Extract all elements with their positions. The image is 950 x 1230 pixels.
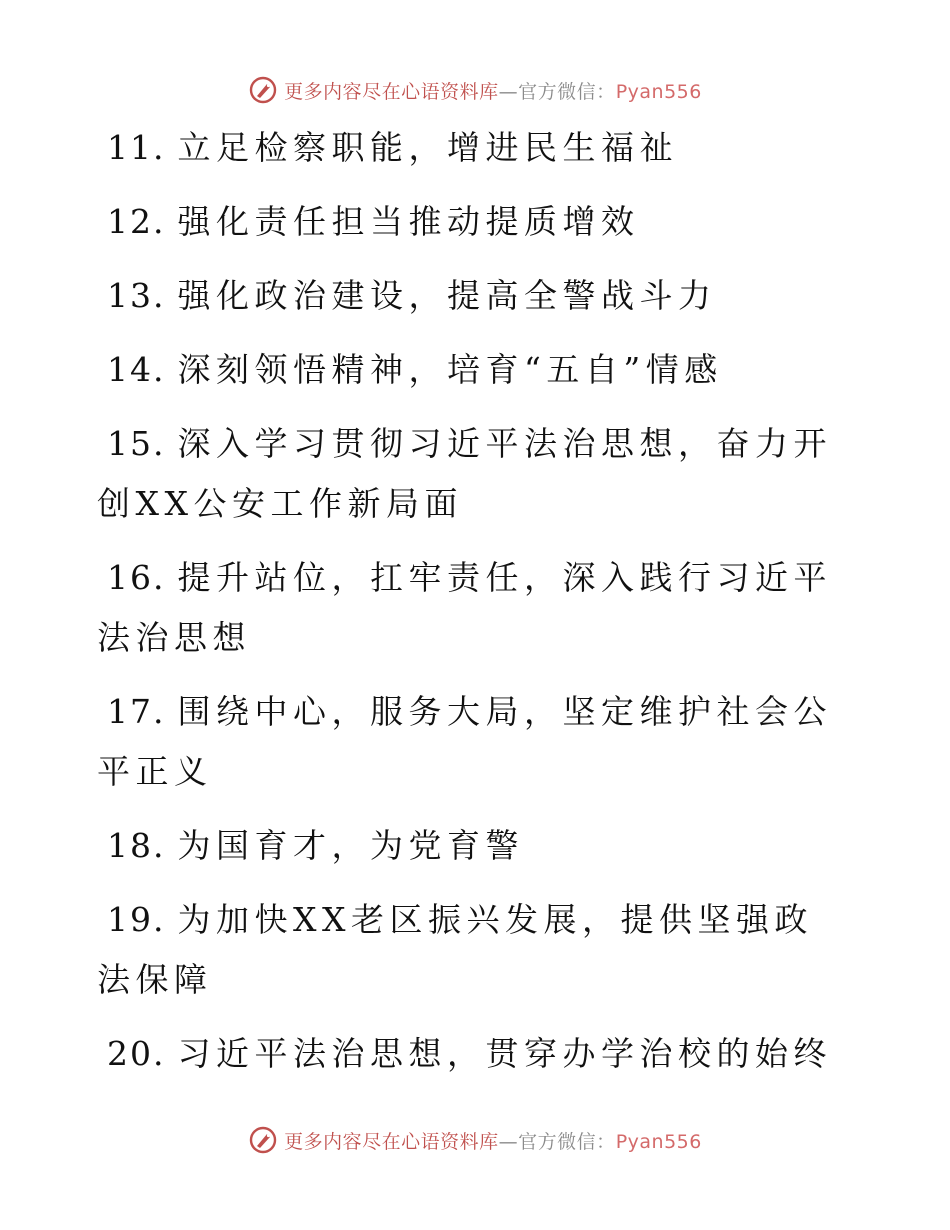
item-text: 强化责任担当推动提质增效 — [177, 202, 640, 241]
list-item — [97, 266, 842, 326]
list-item — [97, 548, 842, 668]
item-text: 深入学习贯彻习近平法治思想，奋力开创XX公安工作新局面 — [97, 424, 832, 523]
item-text: 为国育才，为党育警 — [177, 826, 524, 865]
item-number: 15. — [107, 424, 166, 463]
item-text: 习近平法治思想，贯穿办学治校的始终 — [177, 1034, 832, 1073]
item-text: 提升站位，扛牢责任，深入践行习近平法治思想 — [97, 558, 832, 657]
watermark-title: 更多内容尽在心语资料库 — [284, 1130, 499, 1153]
list-item — [97, 340, 842, 400]
item-text: 围绕中心，服务大局，坚定维护社会公平正义 — [97, 692, 832, 791]
watermark-title: 更多内容尽在心语资料库 — [284, 80, 499, 103]
list-item — [97, 682, 842, 802]
watermark-label: 官方微信： — [518, 80, 616, 103]
title-list — [97, 118, 842, 1098]
item-text: 立足检察职能，增进民生福祉 — [177, 128, 678, 167]
item-text: 为加快XX老区振兴发展，提供坚强政法保障 — [97, 900, 813, 999]
item-number: 13. — [107, 276, 166, 315]
watermark-label: 官方微信： — [518, 1130, 616, 1153]
header-watermark — [0, 70, 950, 110]
item-text: 强化政治建设，提高全警战斗力 — [177, 276, 717, 315]
watermark-dash: — — [498, 80, 519, 103]
list-item — [97, 1024, 842, 1084]
list-item — [97, 192, 842, 252]
watermark-account: Pyan556 — [615, 80, 702, 103]
item-number: 12. — [107, 202, 166, 241]
list-item — [97, 118, 842, 178]
pen-nib-logo-icon — [248, 75, 278, 105]
item-number: 14. — [107, 350, 166, 389]
item-text: 深刻领悟精神，培育“五自”情感 — [177, 350, 723, 389]
item-number: 11. — [107, 128, 166, 167]
list-item — [97, 890, 842, 1010]
item-number: 19. — [107, 900, 166, 939]
watermark-dash: — — [498, 1130, 519, 1153]
watermark-account: Pyan556 — [615, 1130, 702, 1153]
pen-nib-logo-icon — [248, 1125, 278, 1155]
footer-watermark — [0, 1120, 950, 1160]
list-item — [97, 414, 842, 534]
item-number: 18. — [107, 826, 166, 865]
list-item — [97, 816, 842, 876]
item-number: 17. — [107, 692, 166, 731]
item-number: 20. — [107, 1034, 166, 1073]
item-number: 16. — [107, 558, 166, 597]
